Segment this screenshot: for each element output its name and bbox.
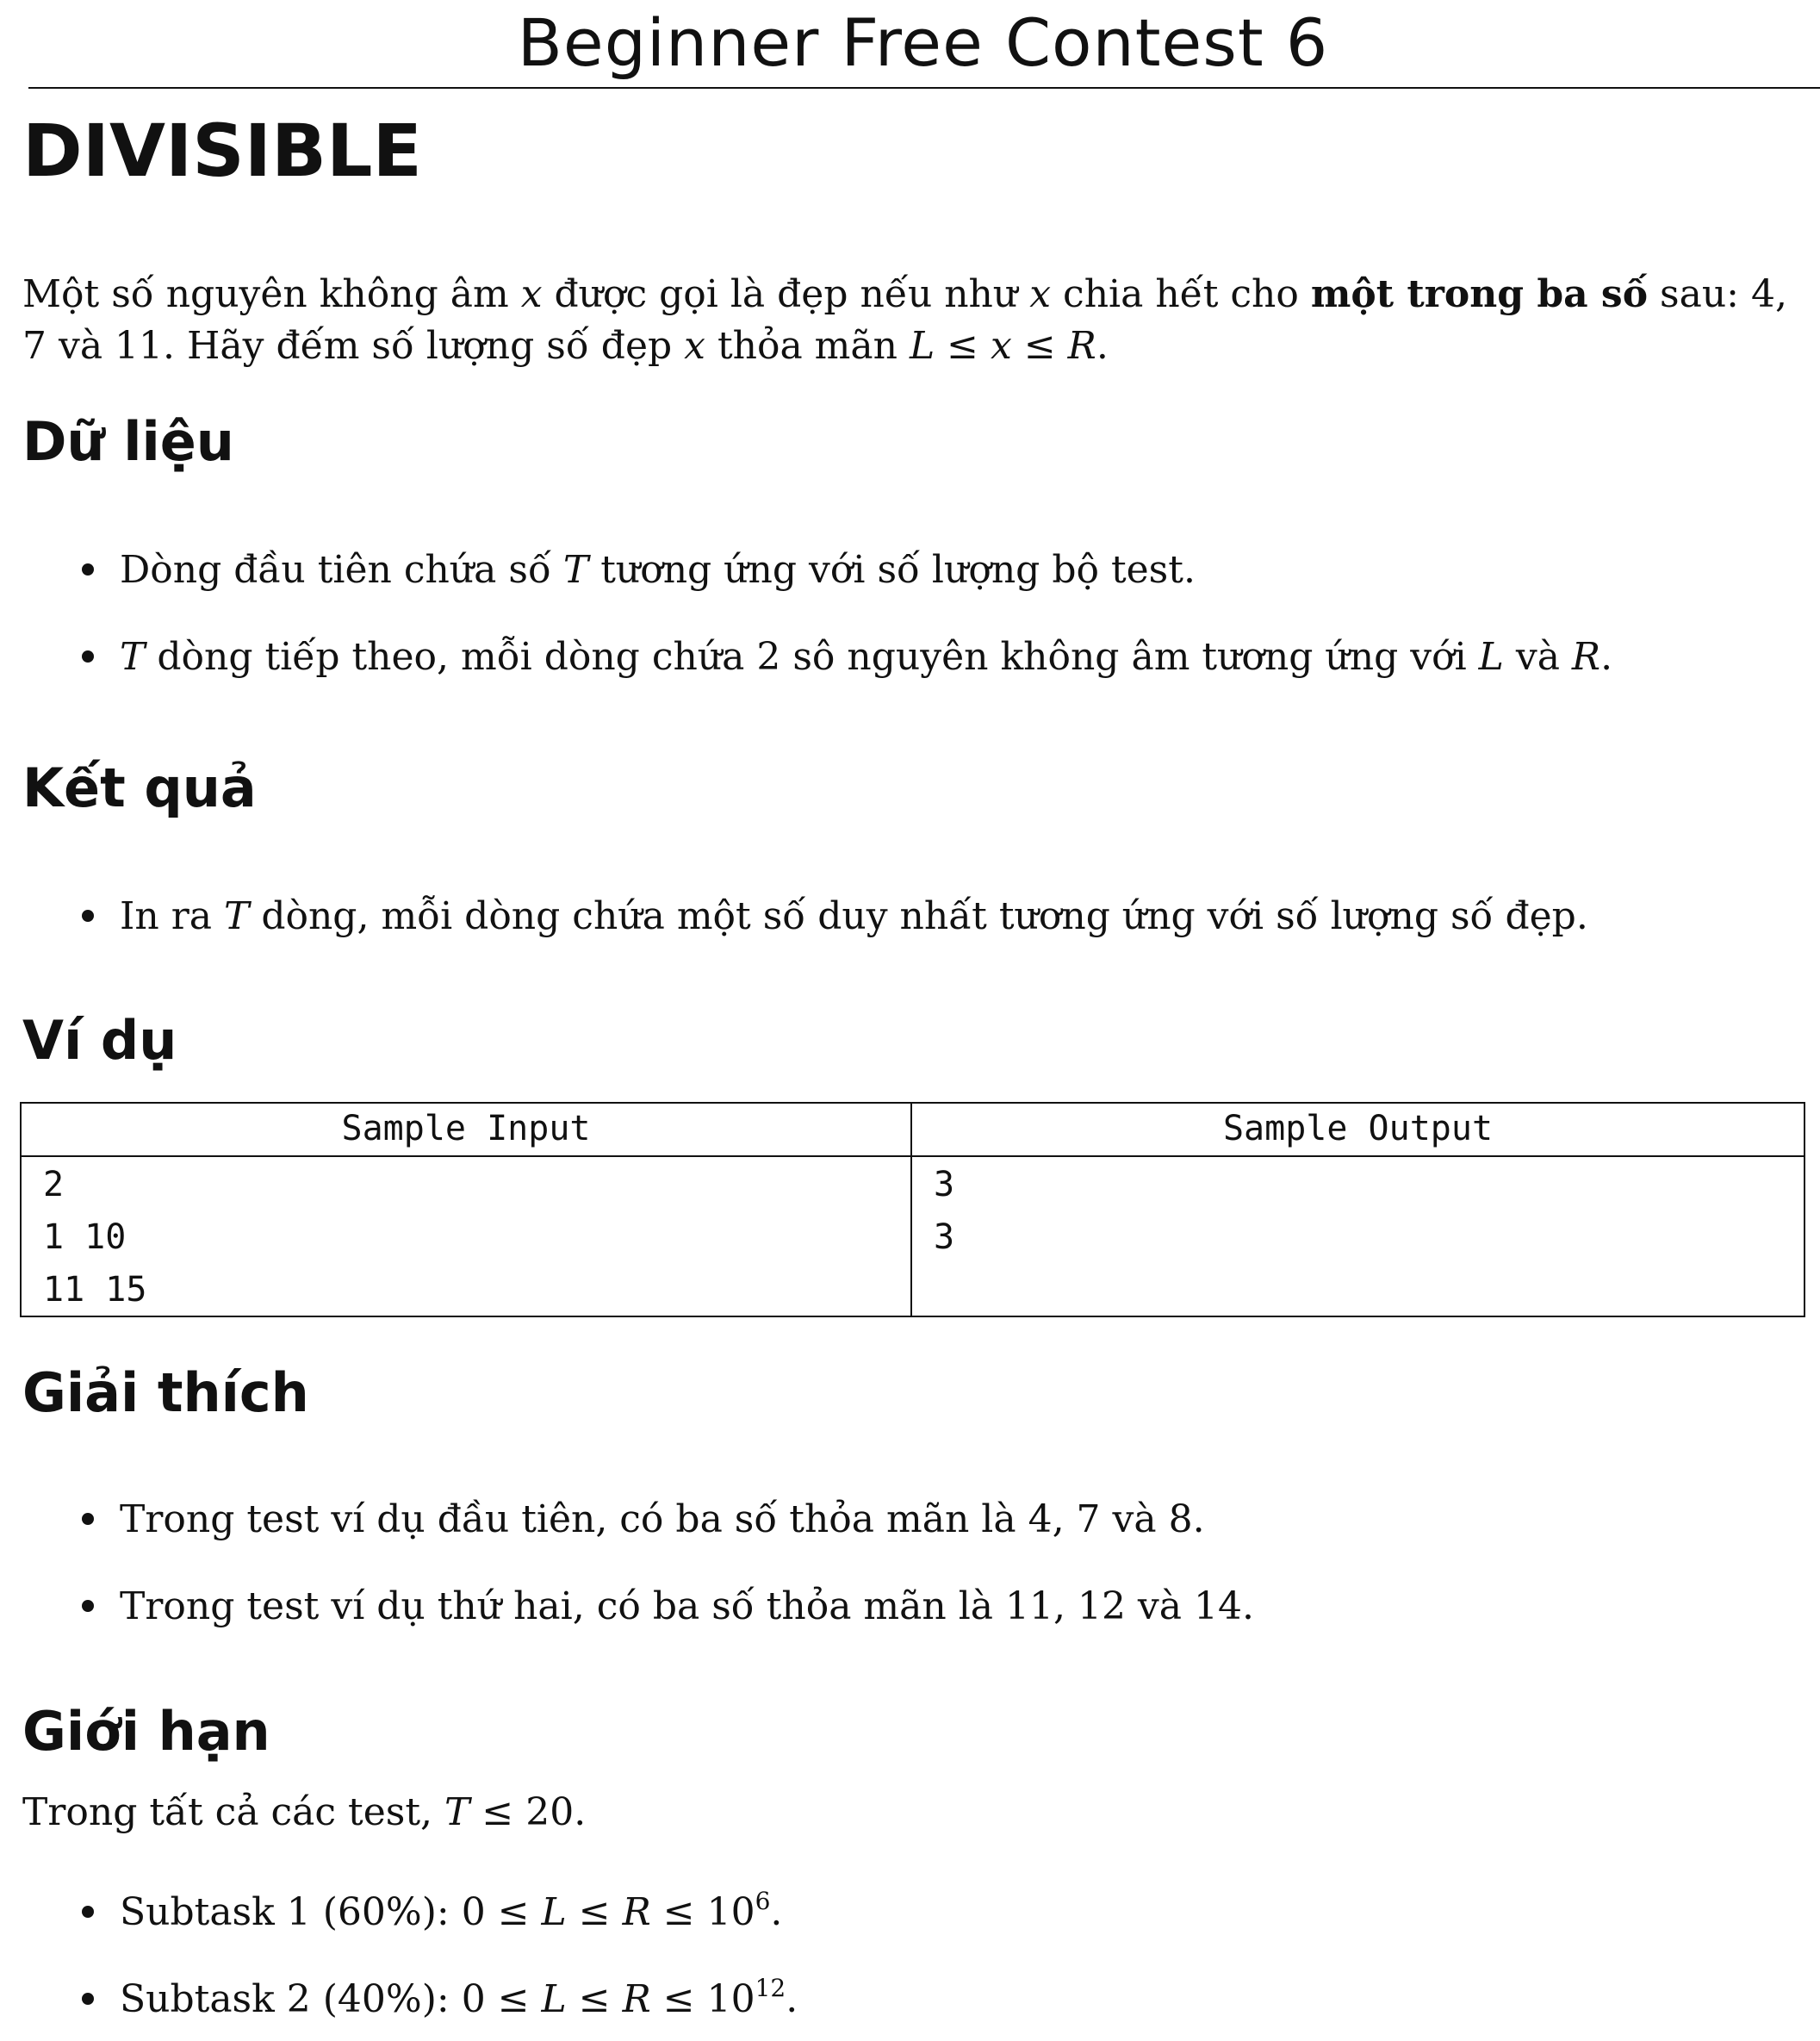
sample-input-body — [22, 1157, 910, 1316]
problem-statement: Một số nguyên không âm x được gọi là đẹp nếu như x chia hết cho một trong ba số sau: 4, 7 và 11. Hãy đếm số lượng số đẹp x thỏa mãn L ≤ x ≤ R. — [22, 272, 1787, 368]
bullet-icon — [82, 1513, 94, 1525]
bullet-icon — [82, 563, 94, 576]
bullet-icon — [82, 1600, 94, 1612]
sample-output-body — [912, 1157, 1804, 1264]
contest-title: Beginner Free Contest 6 — [517, 4, 1329, 81]
bullet-icon — [82, 910, 94, 922]
emphasis-text: một trong ba số — [1310, 272, 1649, 316]
bullet-icon — [82, 1906, 94, 1918]
header-rule — [28, 87, 1820, 89]
explanation-bullet-1: Trong test ví dụ đầu tiên, có ba số thỏa mãn là 4, 7 và 8. — [82, 1494, 1205, 1546]
example-heading: Ví dụ — [22, 1009, 177, 1072]
bullet-icon — [82, 1993, 94, 2005]
sample-output-header: Sample Output — [912, 1104, 1804, 1157]
bullet-icon — [82, 650, 94, 663]
sample-input-header: Sample Input — [22, 1104, 910, 1157]
sample-output-line: 3 — [934, 1165, 955, 1204]
input-heading: Dữ liệu — [22, 410, 234, 473]
sample-output-line: 3 — [934, 1217, 955, 1257]
subtask-1: Subtask 1 (60%): $0 \le L \le R \le 10^6$. — [82, 1887, 782, 1938]
subtask-2: Subtask 2 (40%): $0 \le L \le R \le 10^{12}$. — [82, 1974, 798, 2025]
output-heading: Kết quả — [22, 756, 257, 819]
explanation-heading: Giải thích — [22, 1361, 309, 1424]
sample-input-line: 11 15 — [43, 1270, 147, 1310]
input-bullet-1: Dòng đầu tiên chứa số T tương ứng với số lượng bộ test. — [82, 544, 1196, 596]
sample-input-line: 2 — [43, 1165, 65, 1204]
input-bullet-2: T dòng tiếp theo, mỗi dòng chứa 2 sô nguyên không âm tương ứng với L và R. — [82, 632, 1612, 683]
problem-title: DIVISIBLE — [22, 109, 422, 193]
sample-table — [20, 1102, 1805, 1317]
output-bullet-1: In ra T dòng, mỗi dòng chứa một số duy nhất tương ứng với số lượng số đẹp. — [82, 891, 1588, 943]
sample-input-line: 1 10 — [43, 1217, 127, 1257]
limits-heading: Giới hạn — [22, 1700, 270, 1763]
sample-output-column — [912, 1104, 1804, 1316]
sample-input-column — [22, 1104, 912, 1316]
limits-intro: Trong tất cả các test, T ≤ 20. — [22, 1790, 587, 1834]
explanation-bullet-2: Trong test ví dụ thứ hai, có ba số thỏa mãn là 11, 12 và 14. — [82, 1581, 1254, 1633]
